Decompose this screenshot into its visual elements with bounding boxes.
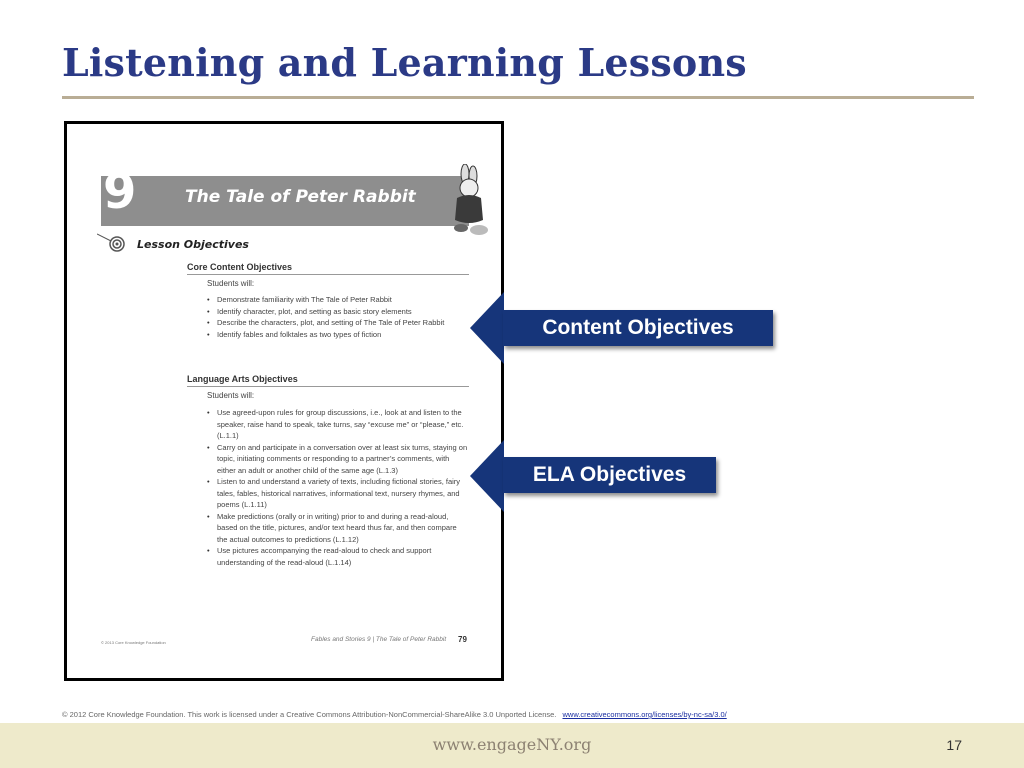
list-item: • Demonstrate familiarity with The Tale of Peter Rabbit [207,294,469,306]
language-arts-objectives-list [207,407,469,568]
target-icon [97,232,131,252]
lesson-objectives-heading: Lesson Objectives [137,238,249,251]
ela-objectives-callout: ELA Objectives [503,457,716,493]
core-objectives-heading: Core Content Objectives [187,262,293,272]
license-text: © 2012 Core Knowledge Foundation. This work is licensed under a Creative Commons Attribution-NonCommercial-ShareAlike 3.0 Unported License. [62,710,557,719]
title-divider [62,96,974,99]
list-item: • Use agreed-upon rules for group discussions, i.e., look at and listen to the speaker, raise hand to speak, take turns, say “excuse me” or “please,” etc. (L.1.1) [207,407,469,442]
list-item: • Make predictions (orally or in writing) prior to and during a read-aloud, based on the title, pictures, and/or text heard thus far, and then compare the actual outcomes to predictions (L.1.12) [207,511,469,546]
list-item: • Identify character, plot, and setting as basic story elements [207,306,469,318]
list-item: • Describe the characters, plot, and setting of The Tale of Peter Rabbit [207,317,469,329]
lesson-title: The Tale of Peter Rabbit [185,187,416,207]
slide-title: Listening and Learning Lessons [62,40,747,85]
divider [187,386,469,387]
lesson-page-image [64,121,504,681]
content-objectives-callout: Content Objectives [503,310,773,346]
language-arts-objectives-heading: Language Arts Objectives [187,374,298,384]
slide-number: 17 [946,737,962,753]
footer-bar [0,723,1024,768]
core-objectives-list [207,294,469,340]
list-item: • Identify fables and folktales as two types of fiction [207,329,469,341]
license-notice [62,710,727,719]
divider [187,274,469,275]
page-footer-title: Fables and Stories 9 | The Tale of Peter Rabbit [311,636,447,643]
language-arts-intro: Students will: [207,391,255,400]
lesson-number: 9 [103,164,137,220]
list-item: • Listen to and understand a variety of texts, including fictional stories, fairy tales, fables, historical narratives, informational text, nursery rhymes, and poems (L.1.11) [207,476,469,511]
list-item: • Use pictures accompanying the read-aloud to check and support understanding of the read-aloud (L.1.14) [207,545,469,568]
footer-url: www.engageNY.org [432,735,592,754]
core-intro: Students will: [207,279,255,288]
page-number: 79 [458,635,467,644]
ela-objectives-arrow [470,440,504,512]
license-link[interactable]: www.creativecommons.org/licenses/by-nc-sa/3.0/ [562,710,727,719]
content-objectives-arrow [470,292,504,364]
peter-rabbit-illustration [439,164,495,238]
page-footer-copyright: © 2013 Core Knowledge Foundation [101,640,166,645]
list-item: • Carry on and participate in a conversation over at least six turns, staying on topic, initiating comments or responding to a partner’s comments, with either an adult or another child of the same age (L.1.3) [207,442,469,477]
